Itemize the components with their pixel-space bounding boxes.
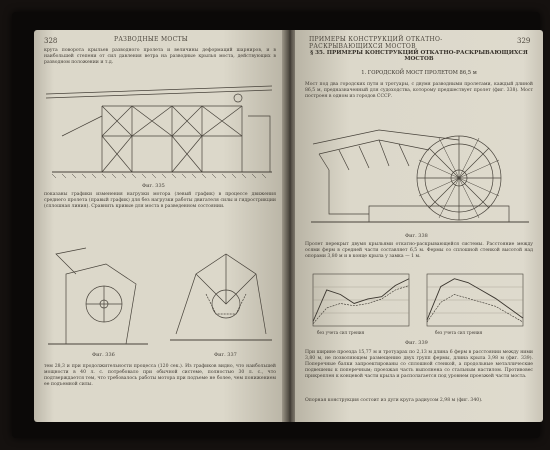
paragraph: Мост под два городских пути и тротуары, с двумя разводными пролетами, каждый длиной 86,5 м, предназначенный для судоходства, которому предшествует пролет (фиг. 338). Мост построен в одном из городов СССР.: [305, 82, 533, 100]
page-number: 328: [44, 37, 58, 45]
right-page: [295, 30, 543, 422]
paragraph: тем 28,3 и при продолжительности процесса (120 сек.). Из графиков видно, что наибольшей мощности в 40 л. с. потребовало при обычной системе, полностью 30 л. с., что подтверждается тем, что требовалось работы мотора при подъеме не более, чем понижением ее подъемной силы.: [44, 364, 276, 388]
paragraph: При ширине проезда 15,77 м и тротуарах по 2,13 м длина 6 ферм в расстоянии между ними 3,80 м, не позволяющем размещению двух групп фермы, длина крыла 3,98 м (фиг. 339). Поперечные балки запроектированы со сплошной стенкой, а продольные металлические подвешены к поперечным; проезжая часть выполнена со стальным настилом. Противовес прикреплен к концевой части крыла и располагается под уровнем проезжей части моста.: [305, 350, 533, 380]
subsection-title: 1. ГОРОДСКОЙ МОСТ ПРОЛЕТОМ 86,5 м: [361, 70, 477, 76]
paragraph: Опорная конструкция состоит из дуги круга радиусом 2,98 м (фиг. 340).: [305, 398, 483, 403]
bridge-truss-figure: [42, 76, 278, 180]
running-head: РАЗВОДНЫЕ МОСТЫ: [114, 36, 189, 43]
page-number: 329: [517, 37, 531, 45]
rotation-diagram-figure: [166, 244, 276, 348]
support-detail-figure: [46, 244, 150, 348]
paragraph: показаны графики изменения нагрузки мотора (левый график) в процессе движения среднего пролета (правый график) для без нагрузки работы двигателя силы и гидрострикции (сплошная линия). Сравнить кривые для моста в разведенном состоянии.: [44, 192, 276, 210]
chart-legend: без учета сил трения: [317, 330, 365, 335]
chart-series-line: [313, 285, 409, 323]
paragraph: Пролет перекрыт двумя крыльями откатно-раскрывающейся системы. Расстояние между осями ферм в средней части составляет 6,5 м. Фермы со сплошной стенкой высотой над опорами 3,80 м и в конце крыла у замка — 1 м.: [305, 242, 533, 260]
figure-caption: Фиг. 338: [405, 233, 428, 239]
paragraph: крута поворота крыльев разводного пролета и величины деформаций шарниров, и в наибольшей степени от сил давления ветра на разводные крылья моста, действующих в разводном положении и т.д.: [44, 48, 276, 66]
bascule-wheel-figure: [309, 110, 531, 228]
figure-caption: Фиг. 335: [142, 183, 165, 189]
left-page: [34, 30, 286, 422]
figure-caption: Фиг. 339: [405, 340, 428, 346]
section-title: § 35. ПРИМЕРЫ КОНСТРУКЦИЙ ОТКАТНО-РАСКРЫВАЮЩИХСЯ МОСТОВ: [310, 50, 528, 62]
load-chart-right: [419, 270, 527, 334]
figure-caption: Фиг. 336: [92, 352, 115, 358]
running-head: ПРИМЕРЫ КОНСТРУКЦИЙ ОТКАТНО-РАСКРЫВАЮЩИХСЯ МОСТОВ: [309, 36, 443, 50]
load-chart-left: [305, 270, 413, 334]
chart-legend: без учета сил трения: [435, 330, 483, 335]
figure-caption: Фиг. 337: [214, 352, 237, 358]
